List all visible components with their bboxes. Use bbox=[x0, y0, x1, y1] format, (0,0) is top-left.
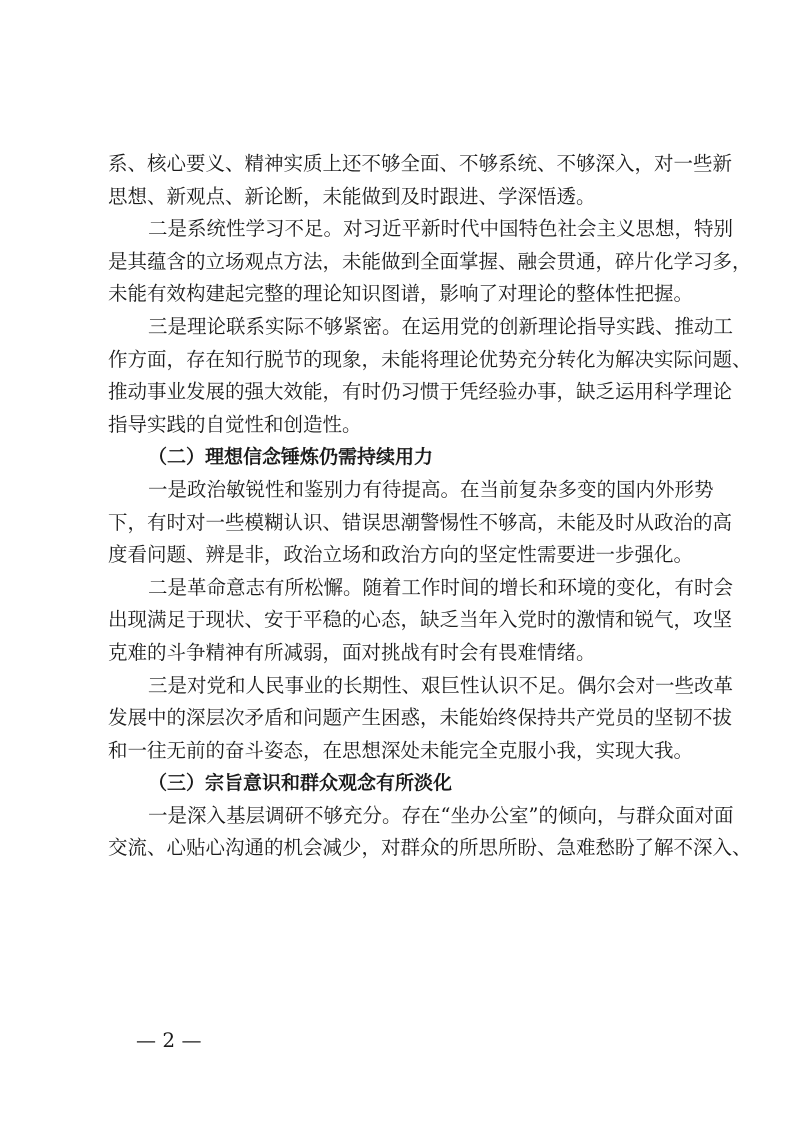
text-line: 克难的斗争精神有所减弱，面对挑战有时会有畏难情绪。 bbox=[108, 640, 596, 664]
text-line: 推动事业发展的强大效能，有时仍习惯于凭经验办事，缺乏运用科学理论 bbox=[108, 380, 733, 404]
text-line: 二是系统性学习不足。对习近平新时代中国特色社会主义思想，特别 bbox=[148, 217, 734, 241]
text-line: 未能有效构建起完整的理论知识图谱，影响了对理论的整体性把握。 bbox=[108, 282, 694, 306]
text-line: 指导实践的自觉性和创造性。 bbox=[108, 412, 362, 436]
text-line: 系、核心要义、精神实质上还不够全面、不够系统、不够深入，对一些新 bbox=[108, 152, 733, 175]
text-line: 交流、心贴心沟通的机会减少，对群众的所思所盼、急难愁盼了解不深入、 bbox=[108, 836, 752, 860]
text-line: 和一往无前的奋斗姿态，在思想深处未能完全克服小我，实现大我。 bbox=[108, 738, 694, 762]
text-line: 下，有时对一些模糊认识、错误思潮警惕性不够高，未能及时从政治的高 bbox=[108, 510, 733, 534]
text-line: 是其蕴含的立场观点方法，未能做到全面掌握、融会贯通，碎片化学习多， bbox=[108, 249, 752, 273]
text-line: 发展中的深层次矛盾和问题产生困惑，未能始终保持共产党员的坚韧不拔 bbox=[108, 706, 733, 730]
text-line: 思想、新观点、新论断，未能做到及时跟进、学深悟透。 bbox=[108, 184, 596, 208]
document-body bbox=[108, 148, 752, 865]
text-line: 作方面，存在知行脱节的现象，未能将理论优势充分转化为解决实际问题、 bbox=[108, 347, 752, 371]
text-line: 度看问题、辨是非，政治立场和政治方向的坚定性需要进一步强化。 bbox=[108, 543, 694, 567]
section-heading: （二）理想信念锤炼仍需持续用力 bbox=[148, 446, 434, 469]
text-line: 出现满足于现状、安于平稳的心态，缺乏当年入党时的激情和锐气，攻坚 bbox=[108, 608, 733, 632]
text-line: 一是政治敏锐性和鉴别力有待提高。在当前复杂多变的国内外形势 bbox=[148, 477, 714, 501]
text-line: 三是理论联系实际不够紧密。在运用党的创新理论指导实践、推动工 bbox=[148, 314, 734, 338]
section-heading: （三）宗旨意识和群众观念有所淡化 bbox=[148, 772, 453, 795]
text-line: 三是对党和人民事业的长期性、艰巨性认识不足。偶尔会对一些改革 bbox=[148, 673, 734, 697]
page-number: — 2 — bbox=[136, 1028, 202, 1052]
text-line: 二是革命意志有所松懈。随着工作时间的增长和环境的变化，有时会 bbox=[148, 575, 734, 599]
text-line: 一是深入基层调研不够充分。存在“坐办公室”的倾向，与群众面对面 bbox=[148, 803, 734, 827]
